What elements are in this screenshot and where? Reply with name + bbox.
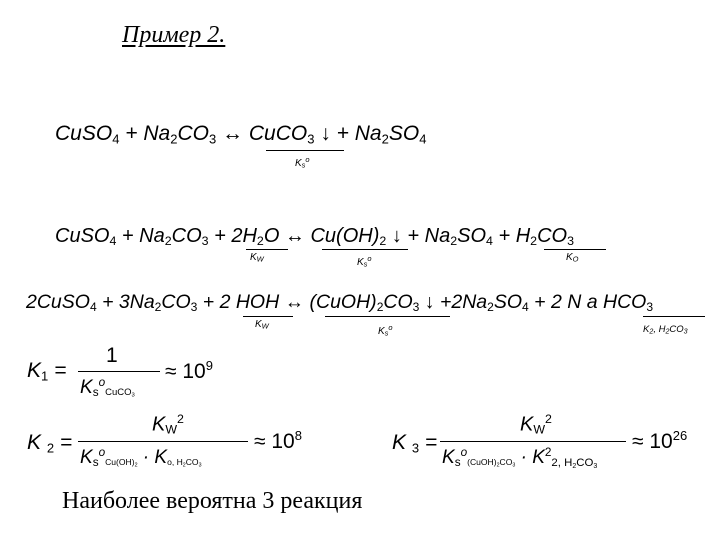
- reaction-2-kw-label: $K_W$: [250, 252, 264, 264]
- k3-numerator: $K_W^2$: [520, 412, 552, 437]
- reaction-2: CuSO$_4$ + $Na_2CO_3 + 2H_2O$ ↔ $Cu(OH)_2$ ↓ + $Na_2SO_4 + H_2CO_3$: [55, 225, 574, 249]
- k1-denominator: $K_s^o_{CuCO_3}$: [80, 376, 135, 399]
- reaction-3-kw-label: $K_W$: [255, 319, 269, 331]
- page-title: Пример 2.: [122, 22, 226, 48]
- k2-value: ≈ $10^8$: [254, 428, 302, 453]
- reaction-2-underline-h2o: [246, 249, 288, 250]
- reaction-3: 2CuSO$_4$ + $3Na_2CO_3 + 2$ HOH ↔ $(CuOH)_2CO_3$ ↓ $+2Na_2SO_4 + 2$ N a $HCO_3$: [26, 291, 654, 315]
- reaction-3-underline-hoh: [243, 316, 293, 317]
- reaction-2-underline-h2co3: [544, 249, 606, 250]
- reaction-1-ks-label: $K_s^o$: [295, 155, 310, 170]
- k1-symbol: $K_1$ =: [27, 359, 67, 384]
- k2-symbol: K $_2$ =: [27, 431, 73, 456]
- reaction-1-underline-cuco3: [266, 150, 344, 151]
- k3-symbol: K $_3$ =: [392, 431, 438, 456]
- reaction-1: CuSO$_4$ + $Na_2CO_3$ ↔ CuCO$_3$ ↓ + $Na_2SO_4$: [55, 122, 427, 147]
- k3-fraction-line: [440, 441, 626, 442]
- k3-value: ≈ $10^{26}$: [632, 428, 688, 453]
- reaction-3-underline-cuoh2co3: [325, 316, 450, 317]
- reaction-3-k2h2co3-label: $K_2$, $H_2CO_3$: [643, 324, 688, 336]
- k1-fraction-line: [78, 371, 160, 372]
- k2-fraction-line: [78, 441, 248, 442]
- reaction-3-underline-hco3: [643, 316, 705, 317]
- reaction-3-ks-label: $K_s^o$: [378, 323, 393, 338]
- k2-numerator: $K_W^2$: [152, 412, 184, 437]
- k2-denominator: $K_s^o_{Cu(OH)_2} \cdot K_{o, H_2CO_3}$: [80, 446, 202, 469]
- reaction-2-ko-label: $K_O$: [566, 252, 579, 264]
- k3-denominator: $K_s^o_{(CuOH)_2CO_3} \cdot K^2_{2, H_2CO_3}$: [442, 446, 598, 470]
- k1-numerator: 1: [106, 344, 118, 367]
- reaction-2-underline-cuoh2: [322, 249, 408, 250]
- k1-value: ≈ $10^9$: [165, 358, 213, 383]
- conclusion-text: Наиболее вероятна 3 реакция: [62, 488, 363, 514]
- reaction-2-ks-label: $K_s^o$: [357, 254, 372, 269]
